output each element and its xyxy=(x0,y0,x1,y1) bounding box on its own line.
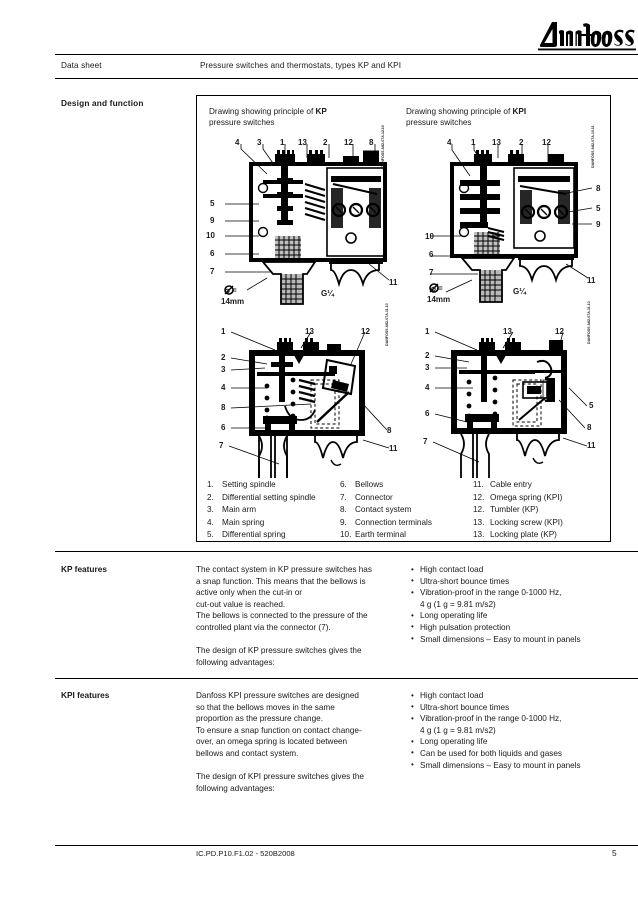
kpi-section-drawing-top xyxy=(422,132,602,312)
callout-tl-7: 7 xyxy=(210,267,215,276)
callout-bl-7: 7 xyxy=(219,441,224,450)
legend-number: 6. xyxy=(340,480,347,489)
caption-kp-pre: Drawing showing principle of xyxy=(209,107,316,116)
ref-code-tl: DANFOSS A82-07A.12.10 xyxy=(381,125,385,168)
kpi-para-line: so that the bellows moves in the same xyxy=(196,702,335,712)
callout-tl-3: 3 xyxy=(257,138,262,147)
legend-text: Differential spring xyxy=(222,530,286,540)
footer-rule xyxy=(55,845,638,846)
legend-item xyxy=(340,517,473,530)
callout-tl-1: 1 xyxy=(280,138,285,147)
callout-tl-4: 4 xyxy=(235,138,240,147)
legend-item xyxy=(340,529,473,542)
legend-list xyxy=(207,479,605,542)
header-row xyxy=(55,58,638,78)
legend-number: 5. xyxy=(207,530,214,540)
callout-bl-11: 11 xyxy=(389,444,398,453)
kpi-para-line: To ensure a snap function on contact change- xyxy=(196,725,362,735)
legend-number: 12. xyxy=(473,492,485,502)
caption-kpi-post: pressure switches xyxy=(406,118,472,127)
legend-text: Differential setting spindle xyxy=(222,492,316,502)
kp-para2-line: following advantages: xyxy=(196,657,275,667)
callout-bl-13: 13 xyxy=(305,327,314,336)
callout-tr-6: 6 xyxy=(429,250,434,259)
legend-item xyxy=(340,479,473,492)
legend-text: Locking plate (KP) xyxy=(490,530,557,540)
callout-bl-12: 12 xyxy=(361,327,370,336)
thread-spec-tl: G¼ xyxy=(321,289,334,298)
legend-text: Connection terminals xyxy=(355,517,432,527)
legend-text: Contact system xyxy=(355,505,412,515)
kp-bullet-continuation: 4 g (1 g = 9.81 m/s2) xyxy=(420,599,496,609)
caption-kpi-bold: KPI xyxy=(512,107,527,116)
kp-bullet: • Ultra-short bounce times xyxy=(411,576,626,588)
section-label-design-and-function: Design and function xyxy=(61,98,144,108)
kpi-bullet: • Ultra-short bounce times xyxy=(411,702,626,714)
kpi-bullet-continuation: 4 g (1 g = 9.81 m/s2) xyxy=(420,725,496,735)
callout-tl-13: 13 xyxy=(298,138,307,147)
caption-kp-post: pressure switches xyxy=(209,118,275,127)
kpi-switch-drawing-bottom xyxy=(419,318,604,478)
legend-text: Omega spring (KPI) xyxy=(490,492,563,502)
caption-kpi-pre: Drawing showing principle of xyxy=(406,107,513,116)
legend-number: 8. xyxy=(340,505,347,515)
callout-tr-12: 12 xyxy=(542,138,551,147)
footer-document-code: IC.PD.P10.F1.02 - 520B2008 xyxy=(196,849,295,858)
footer-page-number: 5 xyxy=(612,848,617,858)
legend-item xyxy=(207,479,340,492)
header-logo-area xyxy=(55,18,638,54)
callout-tr-9: 9 xyxy=(596,220,601,229)
kp-bullet: • High pulsation protection xyxy=(411,622,626,634)
kp-para-line: a snap function. This means that the bellows is xyxy=(196,576,366,586)
bore-dim-value-tr: 14mm xyxy=(427,295,451,304)
callout-tr-11: 11 xyxy=(587,276,596,285)
kp-bullet: • Long operating life xyxy=(411,610,626,622)
ref-code-bl: DANFOSS A82-07A.11.10 xyxy=(385,303,389,346)
kpi-para-line: bellows and contact system. xyxy=(196,748,299,758)
callout-br-12: 12 xyxy=(555,327,564,336)
kpi-para-line: Danfoss KPI pressure switches are designed xyxy=(196,691,359,700)
callout-br-4: 4 xyxy=(425,383,430,392)
callout-tr-8: 8 xyxy=(596,184,601,193)
callout-tl-12: 12 xyxy=(344,138,353,147)
legend-item xyxy=(473,504,605,517)
callout-br-7: 7 xyxy=(423,437,428,446)
bore-dim-label-tr: ⌀ = xyxy=(431,284,443,293)
danfoss-logo xyxy=(530,18,638,52)
legend-number: 7. xyxy=(340,492,347,502)
legend-text: Cable entry xyxy=(490,480,532,489)
callout-tr-13: 13 xyxy=(492,138,501,147)
legend-column-1 xyxy=(207,479,340,542)
callout-bl-2: 2 xyxy=(221,353,226,362)
callout-br-1: 1 xyxy=(425,327,430,336)
callout-tr-5: 5 xyxy=(596,204,601,213)
legend-item xyxy=(473,492,605,505)
callout-tr-10: 10 xyxy=(425,232,434,241)
section-label-kp-features: KP features xyxy=(61,564,107,574)
kpi-bullet: • Vibration-proof in the range 0-1000 Hz, xyxy=(411,713,626,725)
callout-br-5: 5 xyxy=(589,401,594,410)
callout-bl-3: 3 xyxy=(221,365,226,374)
kp-section-rule xyxy=(55,551,638,552)
kpi-advantages-list xyxy=(411,690,626,771)
legend-text: Main arm xyxy=(222,505,257,515)
callout-br-2: 2 xyxy=(425,351,430,360)
kp-para-line: The contact system in KP pressure switches has xyxy=(196,565,372,574)
callout-bl-6: 6 xyxy=(221,423,226,432)
legend-text: Earth terminal xyxy=(355,530,406,540)
legend-number: 13. xyxy=(473,517,485,527)
legend-text: Bellows xyxy=(355,480,384,489)
document-title: Pressure switches and thermostats, types KP and KPI xyxy=(200,61,402,70)
kp-para-line: cut-out value is reached. xyxy=(196,599,286,609)
callout-tl-11: 11 xyxy=(389,278,398,287)
legend-item xyxy=(340,504,473,517)
legend-text: Tumbler (KP) xyxy=(490,505,539,515)
legend-item xyxy=(207,529,340,542)
callout-tl-5: 5 xyxy=(210,199,215,208)
legend-item xyxy=(473,479,605,492)
kpi-section-rule xyxy=(55,678,638,679)
kp-bullet: • Vibration-proof in the range 0-1000 Hz, xyxy=(411,587,626,599)
legend-number: 10. xyxy=(340,530,352,540)
callout-tl-6: 6 xyxy=(210,249,215,258)
callout-tr-1: 1 xyxy=(471,138,476,147)
kp-para2-line: The design of KP pressure switches gives the xyxy=(196,646,362,656)
kpi-bullet: • High contact load xyxy=(411,690,626,702)
legend-item xyxy=(207,492,340,505)
kp-advantages-list xyxy=(411,564,626,645)
kp-para-line: controlled plant via the connector (7). xyxy=(196,622,331,632)
bore-dim-value-tl: 14mm xyxy=(221,297,245,306)
legend-item xyxy=(207,517,340,530)
legend-item xyxy=(473,529,605,542)
kpi-bullet: • Small dimensions – Easy to mount in panels xyxy=(411,760,626,772)
legend-number: 9. xyxy=(340,517,347,527)
caption-kp xyxy=(209,106,394,128)
ref-code-br: DANFOSS A82-07A.11.10 xyxy=(587,301,591,344)
callout-tl-9: 9 xyxy=(210,216,215,225)
callout-tl-2: 2 xyxy=(323,138,328,147)
legend-column-2 xyxy=(340,479,473,542)
callout-br-8: 8 xyxy=(587,423,592,432)
legend-number: 12. xyxy=(473,505,485,515)
kpi-para2-line: following advantages: xyxy=(196,783,275,793)
callout-br-3: 3 xyxy=(425,363,430,372)
kpi-para-line: over, an omega spring is located between xyxy=(196,737,348,747)
section-label-kpi-features: KPI features xyxy=(61,690,110,700)
callout-tr-2: 2 xyxy=(519,138,524,147)
legend-item xyxy=(340,492,473,505)
thread-spec-tr: G¼ xyxy=(513,287,526,296)
legend-number: 11. xyxy=(473,480,484,489)
legend-item xyxy=(473,517,605,530)
kp-para-line: active only when the cut-in or xyxy=(196,588,303,598)
ref-code-tr: DANFOSS A82-07A.10.11 xyxy=(591,125,595,168)
legend-text: Connector xyxy=(355,492,393,502)
kp-bullet: • Small dimensions – Easy to mount in panels xyxy=(411,634,626,646)
callout-br-11: 11 xyxy=(587,441,596,450)
legend-number: 1. xyxy=(207,480,214,489)
legend-number: 2. xyxy=(207,492,214,502)
legend-text: Setting spindle xyxy=(222,480,276,489)
header-top-rule xyxy=(55,54,638,55)
design-diagram-box xyxy=(196,95,611,542)
kpi-para-line: proportion as the pressure change. xyxy=(196,714,323,724)
callout-br-6: 6 xyxy=(425,409,430,418)
header-bottom-rule xyxy=(55,78,638,79)
kpi-bullet: • Can be used for both liquids and gases xyxy=(411,748,626,760)
callout-bl-8: 8 xyxy=(221,403,226,412)
legend-number: 13. xyxy=(473,530,485,540)
caption-kp-bold: KP xyxy=(315,107,327,116)
callout-tl-10: 10 xyxy=(206,231,215,240)
callout-bl-4: 4 xyxy=(221,383,226,392)
legend-item xyxy=(207,504,340,517)
legend-column-3 xyxy=(473,479,605,542)
legend-text: Main spring xyxy=(222,517,265,527)
kp-description xyxy=(196,564,408,668)
callout-tr-7: 7 xyxy=(429,268,434,277)
kp-para-line: The bellows is connected to the pressure of the xyxy=(196,611,368,621)
callout-bl-8b: 8 xyxy=(387,426,392,435)
kpi-bullet: • Long operating life xyxy=(411,736,626,748)
callout-tl-8: 8 xyxy=(369,138,374,147)
kpi-para-gap xyxy=(196,760,408,772)
legend-text: Locking screw (KPI) xyxy=(490,517,563,527)
kp-bullet: • High contact load xyxy=(411,564,626,576)
kpi-para2-line: The design of KPI pressure switches gives the xyxy=(196,772,364,782)
legend-number: 4. xyxy=(207,517,214,527)
callout-bl-1: 1 xyxy=(221,327,226,336)
bore-dim-label-tl: ⌀ = xyxy=(225,286,237,295)
kp-para-gap xyxy=(196,634,408,646)
callout-tr-4: 4 xyxy=(447,138,452,147)
legend-number: 3. xyxy=(207,505,214,515)
document-type-label: Data sheet xyxy=(61,61,102,70)
kpi-description xyxy=(196,690,408,794)
kp-switch-drawing-bottom xyxy=(215,318,405,478)
caption-kpi xyxy=(406,106,596,128)
callout-br-13: 13 xyxy=(503,327,512,336)
